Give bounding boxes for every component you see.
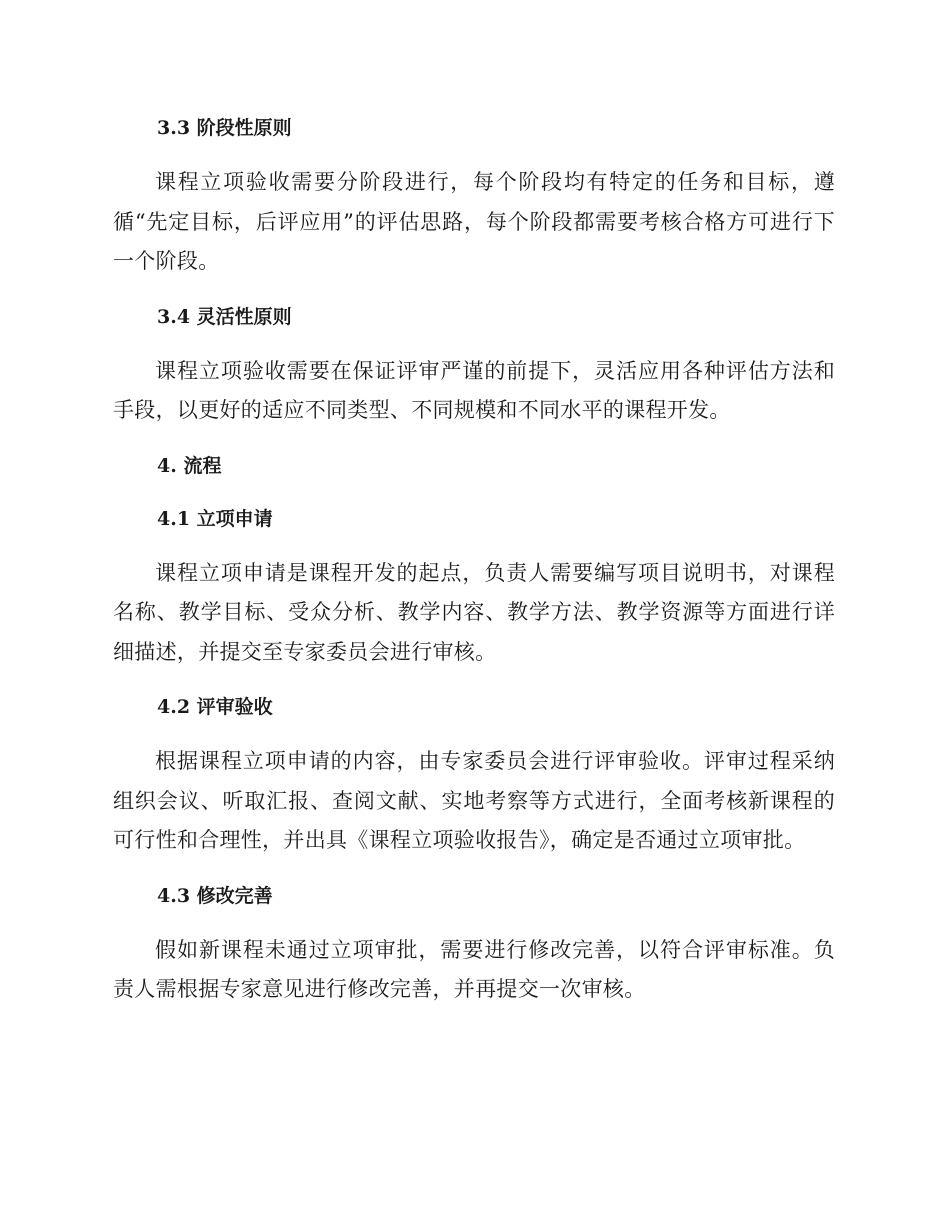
section-heading-4-3: 4.3 修改完善 (157, 884, 273, 907)
document-body (113, 110, 835, 1010)
section-paragraph-4-1: 课程立项申请是课程开发的起点，负责人需要编写项目说明书，对课程名称、教学目标、受众分析、教学内容、教学方法、教学资源等方面进行详细描述，并提交至专家委员会进行审核。 (113, 560, 835, 664)
section-heading-3-3: 3.3 阶段性原则 (157, 117, 292, 139)
section-paragraph-4-2: 根据课程立项申请的内容，由专家委员会进行评审验收。评审过程采纳组织会议、听取汇报、查阅文献、实地考察等方式进行，全面考核新课程的可行性和合理性，并出具《课程立项验收报告》，确定是否通过立项审批。 (113, 749, 835, 852)
section-paragraph-3-4: 课程立项验收需要在保证评审严谨的前提下，灵活应用各种评估方法和手段，以更好的适应不同类型、不同规模和不同水平的课程开发。 (113, 358, 835, 422)
section-heading-4: 4. 流程 (157, 454, 222, 477)
section-paragraph-4-3: 假如新课程未通过立项审批，需要进行修改完善，以符合评审标准。负责人需根据专家意见进行修改完善，并再提交一次审核。 (113, 937, 835, 1001)
section-paragraph-3-3: 课程立项验收需要分阶段进行，每个阶段均有特定的任务和目标，遵循“先定目标，后评应用”的评估思路，每个阶段都需要考核合格方可进行下一个阶段。 (113, 170, 835, 273)
section-heading-3-4: 3.4 灵活性原则 (157, 305, 292, 328)
section-heading-4-2: 4.2 评审验收 (157, 696, 273, 718)
section-heading-4-1: 4.1 立项申请 (157, 507, 273, 530)
